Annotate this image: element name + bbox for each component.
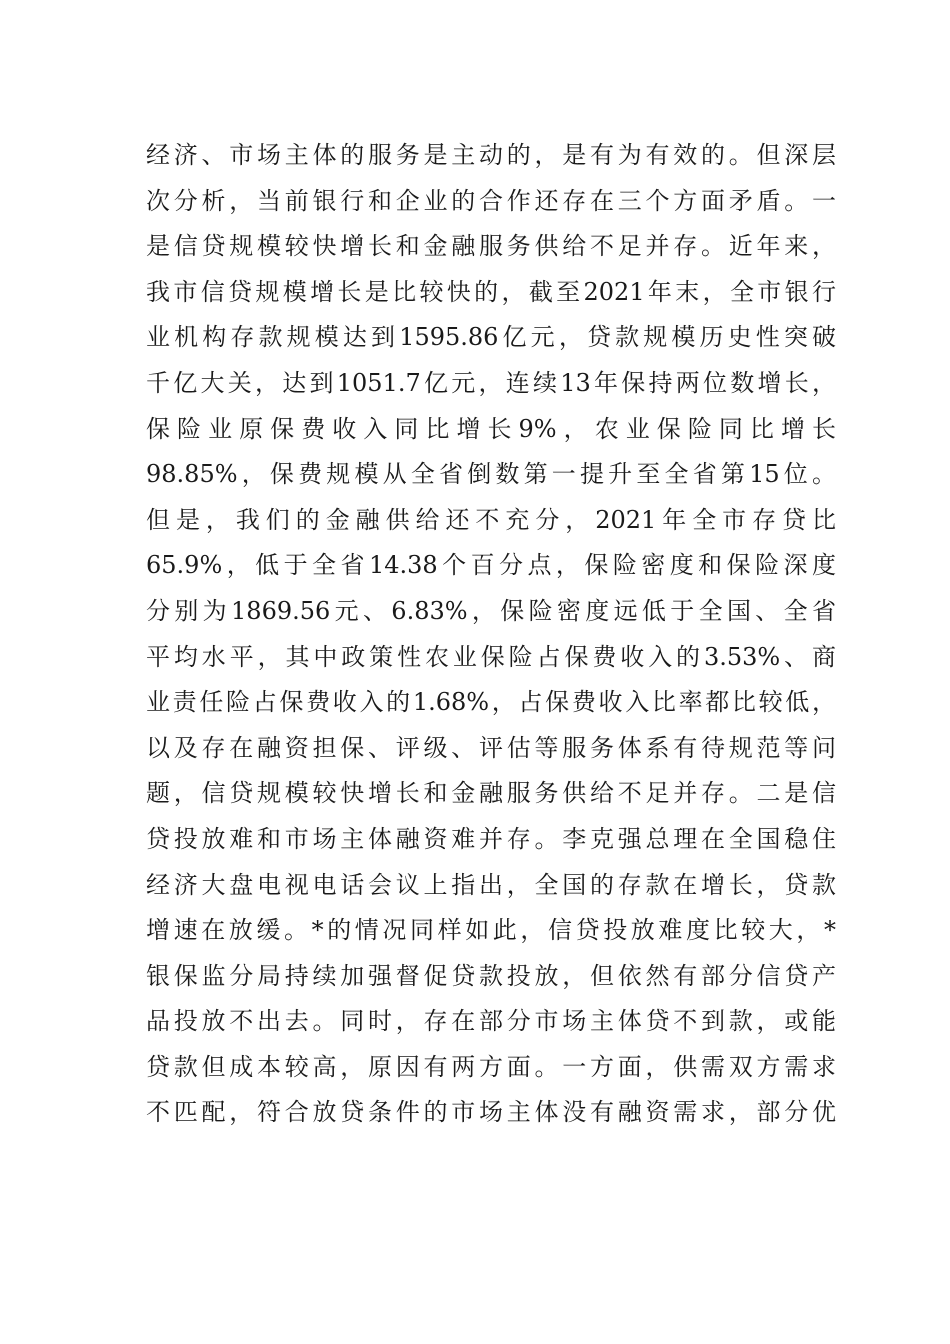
text-line: 银保监分局持续加强督促贷款投放，但依然有部分信贷产: [146, 961, 836, 990]
text-line: 业机构存款规模达到1595.86亿元，贷款规模历史性突破: [146, 323, 836, 352]
text-line: 增速在放缓。*的情况同样如此，信贷投放难度比较大，*: [146, 916, 836, 945]
text-line: 品投放不出去。同时，存在部分市场主体贷不到款，或能: [146, 1007, 836, 1036]
text-line: 98.85%，保费规模从全省倒数第一提升至全省第15位。: [146, 460, 836, 489]
text-line: 不匹配，符合放贷条件的市场主体没有融资需求，部分优: [146, 1098, 836, 1127]
text-line: 平均水平，其中政策性农业保险占保费收入的3.53%、商: [146, 642, 836, 671]
text-line: 65.9%，低于全省14.38个百分点，保险密度和保险深度: [146, 551, 836, 580]
body-paragraph: [146, 133, 836, 1136]
text-line: 是信贷规模较快增长和金融服务供给不足并存。近年来，: [146, 232, 836, 261]
text-line: 我市信贷规模增长是比较快的，截至2021年末，全市银行: [146, 277, 836, 306]
text-line: 分别为1869.56元、6.83%，保险密度远低于全国、全省: [146, 596, 836, 625]
text-line: 保险业原保费收入同比增长9%，农业保险同比增长: [146, 414, 836, 443]
text-line: 题，信贷规模较快增长和金融服务供给不足并存。二是信: [146, 779, 836, 808]
text-line: 次分析，当前银行和企业的合作还存在三个方面矛盾。一: [146, 186, 836, 215]
text-line: 经济大盘电视电话会议上指出，全国的存款在增长，贷款: [146, 870, 836, 899]
text-line: 贷款但成本较高，原因有两方面。一方面，供需双方需求: [146, 1052, 836, 1081]
text-line: 业责任险占保费收入的1.68%，占保费收入比率都比较低，: [146, 688, 836, 717]
text-line: 贷投放难和市场主体融资难并存。李克强总理在全国稳住: [146, 824, 836, 853]
text-line: 以及存在融资担保、评级、评估等服务体系有待规范等问: [146, 733, 836, 762]
text-line: 千亿大关，达到1051.7亿元，连续13年保持两位数增长，: [146, 368, 836, 397]
text-line: 但是，我们的金融供给还不充分，2021年全市存贷比: [146, 505, 836, 534]
text-line: 经济、市场主体的服务是主动的，是有为有效的。但深层: [146, 141, 836, 169]
